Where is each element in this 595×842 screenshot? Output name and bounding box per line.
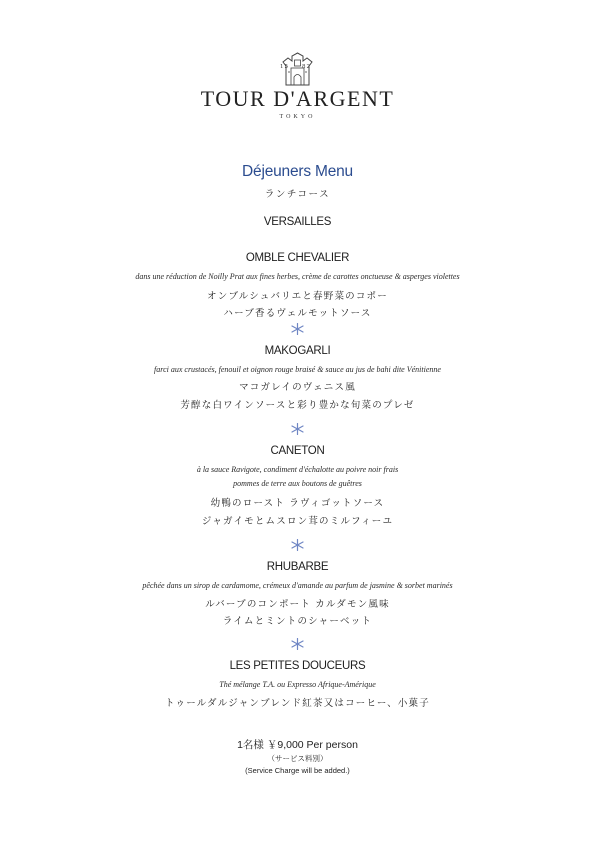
course-description-jp: トゥールダルジャンブレンド紅茶又はコーヒー、小菓子: [165, 698, 430, 709]
founded-year-right: 82: [302, 64, 311, 70]
course-description-fr: Thé mélange T.A. ou Expresso Afrique-Amérique: [219, 680, 376, 689]
snowflake-icon: [289, 323, 306, 335]
snowflake-icon: [289, 423, 306, 435]
course-title: CANETON: [270, 445, 325, 457]
course-description-jp: マコガレイのヴェニス風: [239, 382, 356, 393]
course-description-jp: オンブルシュバリエと春野菜のコポー: [207, 291, 388, 302]
course-description-jp: 芳醇な白ワインソースと彩り豊かな旬菜のプレゼ: [180, 400, 415, 411]
snowflake-icon: [289, 638, 306, 650]
service-note-jp: （サービス料別）: [267, 754, 328, 763]
course-title: LES PETITES DOUCEURS: [229, 660, 366, 672]
snowflake-icon: [289, 539, 306, 551]
menu-title-jp: ランチコース: [264, 189, 331, 200]
course-description-fr: pêchée dans un sirop de cardamome, crémeux d'amande au parfum de jasmine & sorbet marinés: [142, 581, 453, 590]
founded-year-left: 15: [280, 64, 289, 70]
course-title: MAKOGARLI: [264, 345, 331, 357]
course-title: OMBLE CHEVALIER: [245, 252, 350, 264]
course-description-jp: ジャガイモとムスロン茸のミルフィーユ: [201, 516, 394, 527]
brand-name: TOUR D'ARGENT: [200, 86, 395, 111]
service-note-en: (Service Charge will be added.): [245, 766, 350, 775]
course-description-fr: pommes de terre aux boutons de guêtres: [233, 479, 362, 488]
course-description-fr: dans une réduction de Noilly Prat aux fines herbes, crème de carottes onctueuse & asperges violettes: [135, 272, 460, 281]
course-description-jp: ルバーブのコンポート カルダモン風味: [205, 599, 390, 610]
brand-city: TOKYO: [279, 114, 316, 120]
course-description-fr: farci aux crustacés, fenouil et oignon rouge braisé & sauce au jus de bahi dite Vénitienne: [154, 365, 441, 374]
course-description-jp: ライムとミントのシャーベット: [222, 616, 373, 627]
course-description-fr: à la sauce Ravigote, condiment d'échalotte au poivre noir frais: [196, 465, 399, 474]
course-description-jp: 幼鴨のロースト ラヴィゴットソース: [210, 498, 385, 509]
course-description-jp: ハーブ香るヴェルモットソース: [223, 308, 372, 319]
price-line: 1名様 ￥9,000 Per person: [237, 739, 358, 751]
course-title: RHUBARBE: [266, 561, 329, 573]
menu-title: Déjeuners Menu: [242, 163, 353, 180]
set-name: VERSAILLES: [263, 216, 332, 228]
